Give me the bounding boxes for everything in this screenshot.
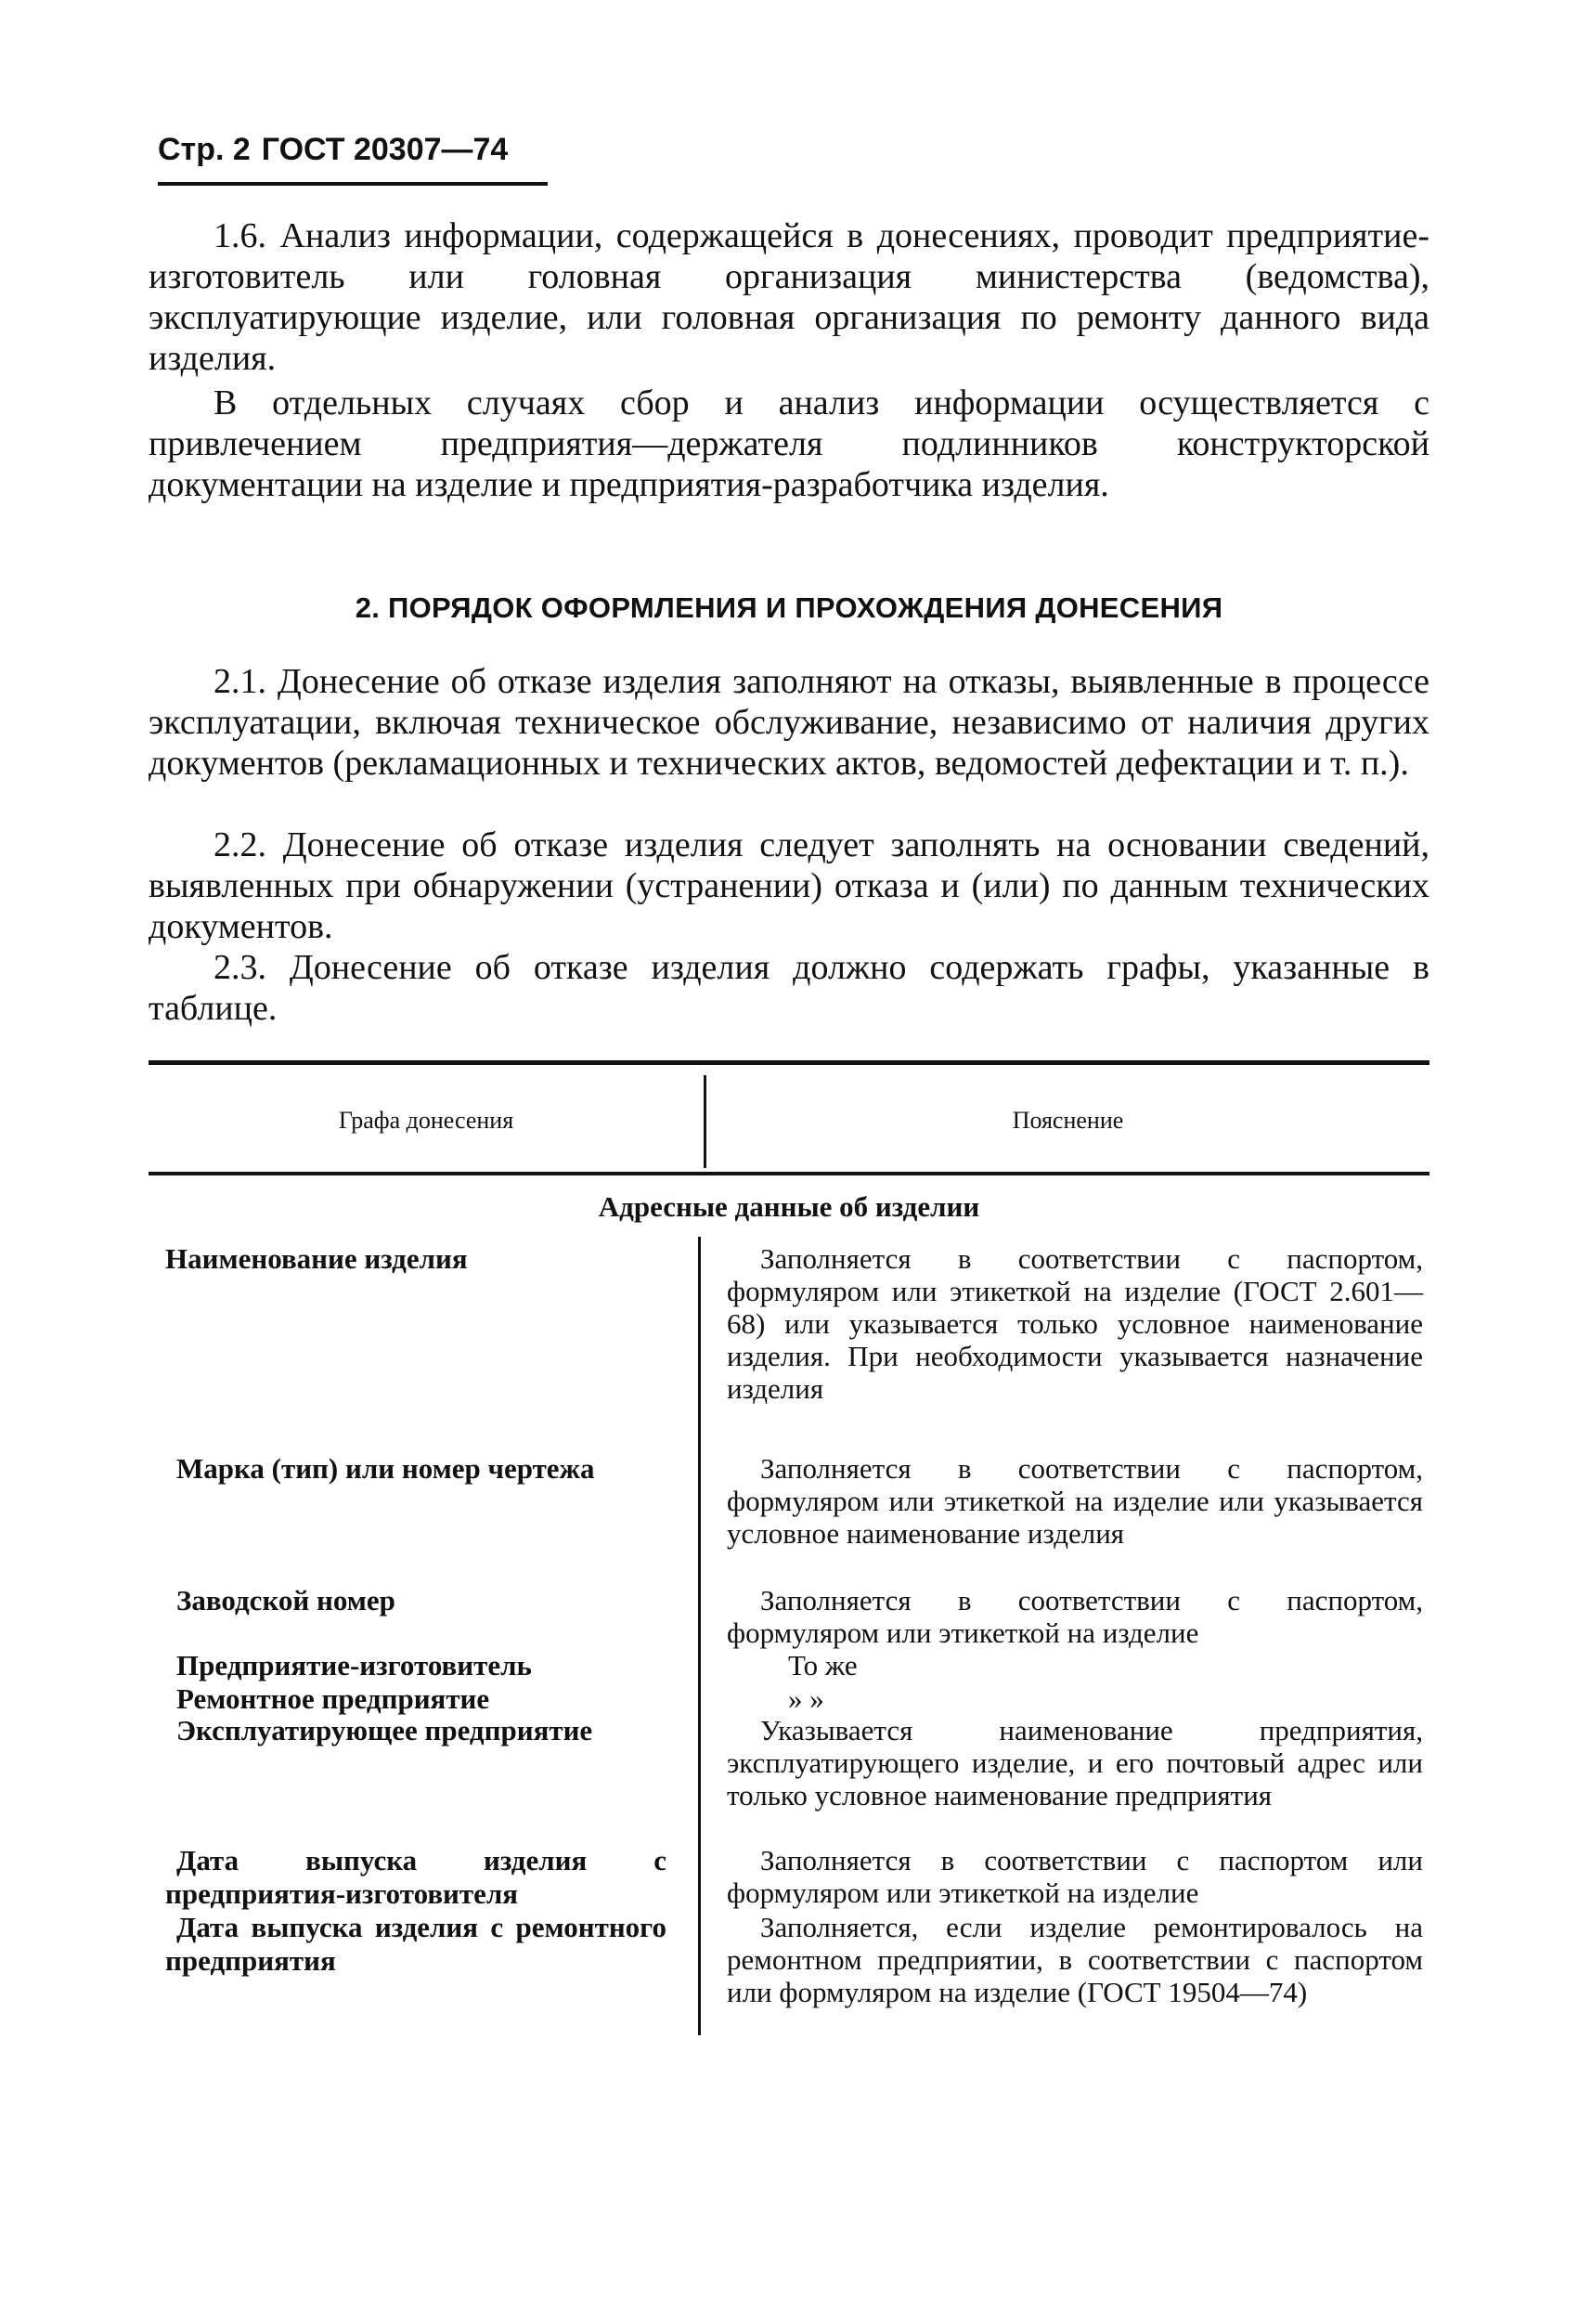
- table-row-field: Предприятие-изготовитель: [176, 1649, 532, 1681]
- table-header-note: Пояснение: [1012, 1107, 1124, 1134]
- table-row-note: То же: [788, 1649, 858, 1681]
- page-number: Стр. 2: [158, 132, 251, 167]
- table-subheader: Адресные данные об изделии: [598, 1190, 980, 1223]
- table-row-field: Дата выпуска изделия с предприятия-изготовителя: [165, 1844, 666, 1910]
- paragraph-extra: В отдельных случаях сбор и анализ информации осуществляется с привлечением предприятия—держателя подлинников конструкторской документации на изделие и предприятия-разработчика изделия.: [149, 383, 1429, 504]
- table-row-field: Наименование изделия: [165, 1242, 468, 1275]
- page-header: [158, 132, 508, 168]
- table-row-note: » »: [788, 1682, 824, 1715]
- table-column-divider: [698, 1237, 701, 2035]
- table-row-note: Заполняется, если изделие ремонтировалось на ремонтном предприятии, в соответствии с паспортом или формуляром на изделие (ГОСТ 19504—74): [727, 1911, 1423, 2008]
- table-top-rule: [149, 1060, 1429, 1065]
- standard-number: ГОСТ 20307—74: [261, 132, 509, 167]
- table-row-field: Дата выпуска изделия с ремонтного предприятия: [165, 1911, 666, 1977]
- table-row-field: Марка (тип) или номер чертежа: [176, 1452, 595, 1485]
- paragraph-2-3: 2.3. Донесение об отказе изделия должно содержать графы, указанные в таблице.: [149, 948, 1429, 1028]
- paragraph-1-6: 1.6. Анализ информации, содержащейся в донесениях, проводит предприятие-изготовитель или головная организация министерства (ведомства), эксплуатирующие изделие, или головная организация по ремонту данного вида изделия.: [149, 216, 1429, 378]
- table-row-field: Заводской номер: [176, 1584, 395, 1616]
- paragraph-2-1: 2.1. Донесение об отказе изделия заполняют на отказы, выявленные в процессе эксплуатации, включая техническое обслуживание, независимо от наличия других документов (рекламационных и технических актов, ведомостей дефектации и т. п.).: [149, 662, 1429, 783]
- table-header-rule: [149, 1172, 1429, 1175]
- paragraph-2-2: 2.2. Донесение об отказе изделия следует заполнять на основании сведений, выявленных при обнаружении (устранении) отказа и (или) по данным технических документов.: [149, 825, 1429, 946]
- table-row-note: Указывается наименование предприятия, эксплуатирующего изделие, и его почтовый адрес или только условное наименование предприятия: [727, 1714, 1423, 1811]
- table-row-note: Заполняется в соответствии с паспортом, формуляром или этикеткой на изделие: [727, 1584, 1423, 1649]
- table-row-field: Ремонтное предприятие: [176, 1682, 490, 1715]
- table-row-note: Заполняется в соответствии с паспортом, формуляром или этикеткой на изделие (ГОСТ 2.601—68) или указывается только условное наименование изделия. При необходимости указывается назначение изделия: [727, 1242, 1423, 1405]
- table-row-note: Заполняется в соответствии с паспортом, формуляром или этикеткой на изделие или указывается условное наименование изделия: [727, 1452, 1423, 1550]
- table-row-note: Заполняется в соответствии с паспортом или формуляром или этикеткой на изделие: [727, 1844, 1423, 1909]
- header-underline: [158, 182, 548, 186]
- table-header-field: Графа донесения: [338, 1107, 514, 1134]
- section-title: 2. ПОРЯДОК ОФОРМЛЕНИЯ И ПРОХОЖДЕНИЯ ДОНЕСЕНИЯ: [355, 591, 1223, 624]
- table-row-field: Эксплуатирующее предприятие: [176, 1714, 593, 1746]
